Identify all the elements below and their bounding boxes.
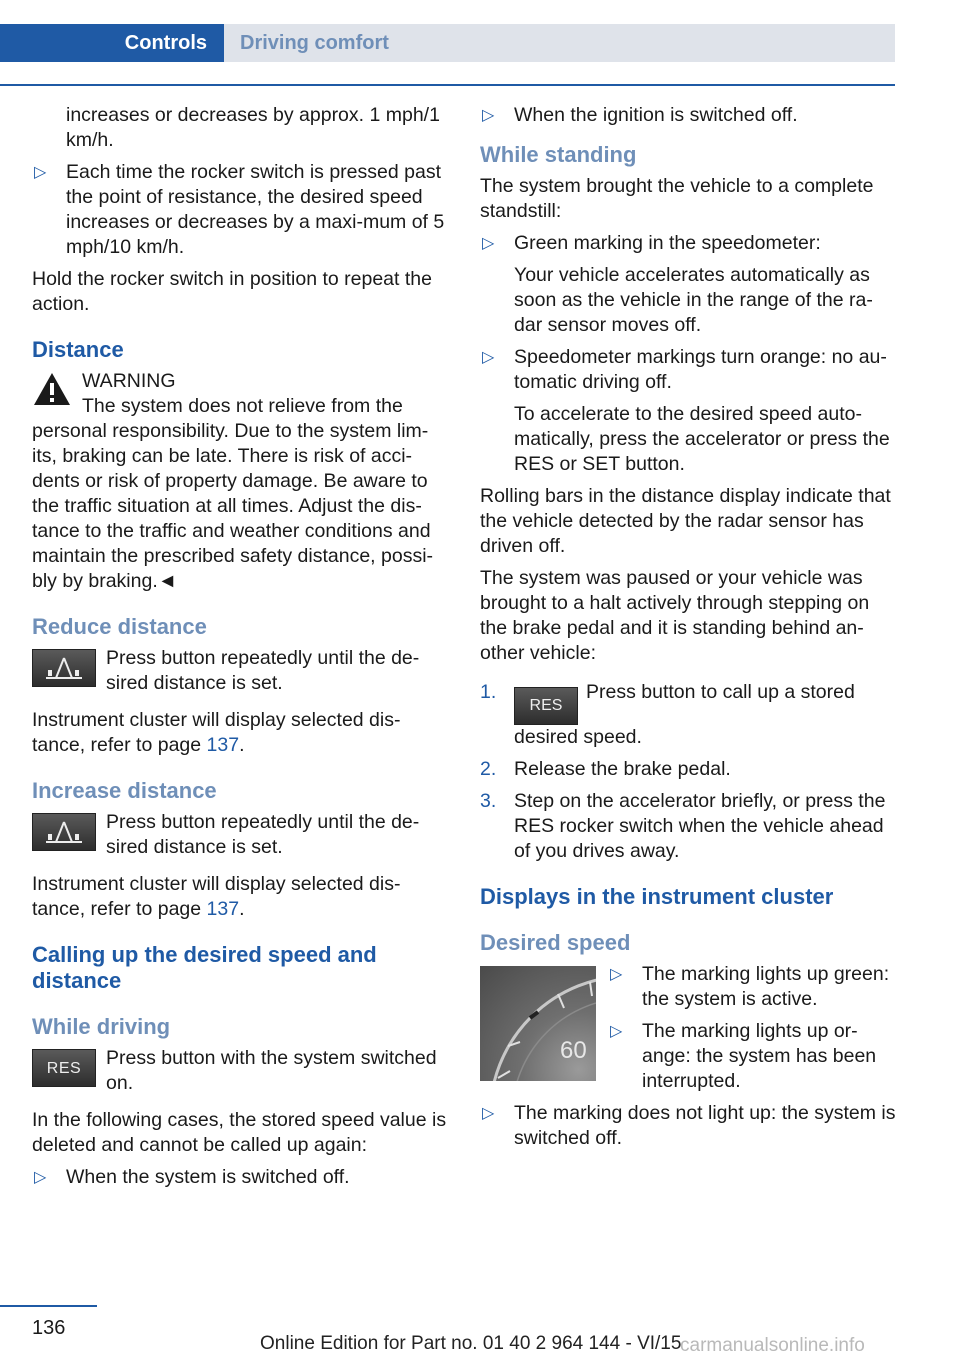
page-link-137[interactable]: 137 (206, 734, 240, 756)
paragraph-hold: Hold the rocker switch in position to repeat the action. (32, 268, 432, 315)
increase-distance-block (32, 810, 447, 860)
warning-block (32, 369, 447, 594)
bullet-triangle-icon: ▷ (482, 349, 495, 366)
list-item (608, 1019, 896, 1094)
footer-divider (0, 1305, 97, 1307)
list-item (32, 160, 447, 260)
gauge-number: 60 (560, 1036, 587, 1064)
list-item-text: Speedometer markings turn orange: no au-tomatic driving off. (514, 346, 887, 393)
distance-icon (42, 818, 86, 846)
while-driving-block (32, 1046, 447, 1096)
list-item (608, 962, 896, 1012)
list-item (480, 103, 896, 128)
page-header (0, 24, 895, 62)
bullet-triangle-icon: ▷ (610, 965, 623, 983)
bullet-triangle-icon: ▷ (482, 107, 495, 124)
warning-text (32, 394, 447, 594)
continued-line: increases or decreases by approx. 1 mph/1 km/h. (66, 104, 440, 151)
list-item-text: The marking lights up or-ange: the system has been interrupted. (642, 1019, 877, 1092)
paragraph-rolling: Rolling bars in the distance display indicate that the vehicle detected by the radar sensor has driven off. (480, 485, 891, 557)
list-item-text: When the system is switched off. (66, 1166, 350, 1188)
list-item-text: Green marking in the speedometer: (514, 232, 821, 254)
warning-label: WARNING (82, 370, 176, 392)
speedometer-photo (480, 966, 596, 1081)
step-number: 1. (480, 681, 497, 703)
left-column (32, 103, 447, 1197)
warning-triangle-icon (32, 371, 72, 407)
desired-speed-block (480, 962, 896, 1094)
list-item (480, 345, 896, 477)
section-tab-driving-comfort: Driving comfort (224, 24, 895, 62)
list-item (480, 1101, 896, 1151)
list-item-text: Each time the rocker switch is pressed past the point of resistance, the desired speed increases or decreases by a maxi-mum of 5 mph/10 km/h. (66, 161, 445, 258)
step-number: 3. (480, 789, 497, 812)
bullet-triangle-icon: ▷ (482, 1104, 495, 1122)
step-text: Press button to call up a stored desired speed. (514, 681, 855, 748)
heading-while-standing: While standing (480, 142, 637, 167)
step-number: 2. (480, 757, 497, 780)
res-button-icon: RES (514, 687, 578, 725)
numbered-item-3 (480, 789, 896, 864)
distance-increase-button-icon (32, 813, 96, 851)
paragraph-paused: The system was paused or your vehicle was brought to a halt actively through stepping on the brake pedal and it is standing behind an-other vehicle: (480, 567, 870, 664)
note-text: Instrument cluster will display selected dis-tance, refer to page (32, 873, 401, 920)
header-divider (0, 84, 895, 86)
numbered-item-2 (480, 757, 896, 782)
note-text: Instrument cluster will display selected dis-tance, refer to page (32, 709, 401, 756)
bullet-triangle-icon: ▷ (482, 235, 495, 252)
list-item (480, 231, 896, 338)
reduce-distance-text: Press button repeatedly until the de-sired distance is set. (106, 647, 420, 694)
page-link-137[interactable]: 137 (206, 898, 240, 920)
heading-distance: Distance (32, 337, 124, 362)
reduce-distance-note: Instrument cluster will display selected dis-tance, refer to page 137. (32, 709, 401, 756)
while-driving-text: Press button with the system switched on. (106, 1047, 437, 1094)
heading-reduce-distance: Reduce distance (32, 614, 207, 639)
bullet-triangle-icon: ▷ (610, 1022, 623, 1040)
list-item-subtext: Your vehicle accelerates automatically as soon as the vehicle in the range of the ra-dar sensor moves off. (514, 264, 873, 336)
res-button-icon (32, 1049, 96, 1087)
watermark: carmanualsonline.info (680, 1335, 865, 1356)
heading-desired-speed: Desired speed (480, 929, 631, 955)
list-item-subtext: To accelerate to the desired speed auto-matically, press the accelerator or press the RES or SET button. (514, 403, 890, 475)
increase-distance-text: Press button repeatedly until the de-sired distance is set. (106, 811, 420, 858)
heading-increase-distance: Increase distance (32, 778, 217, 803)
heading-displays: Displays in the instrument cluster (480, 883, 834, 909)
list-item (32, 1165, 447, 1190)
page-number: 136 (32, 1317, 66, 1339)
list-item-text: The marking does not light up: the system is switched off. (514, 1101, 896, 1149)
list-item-text: The marking lights up green: the system is active. (642, 962, 890, 1010)
reduce-distance-block (32, 646, 447, 696)
right-column (480, 103, 896, 1158)
increase-distance-note: Instrument cluster will display selected dis-tance, refer to page 137. (32, 873, 401, 920)
bullet-triangle-icon: ▷ (34, 164, 47, 181)
paragraph-cases: In the following cases, the stored speed value is deleted and cannot be called up again: (32, 1109, 447, 1156)
step-text: Release the brake pedal. (514, 757, 731, 780)
speedometer-gauge-icon (480, 966, 596, 1081)
edition-text: Online Edition for Part no. 01 40 2 964 144 - VI/15 (260, 1333, 682, 1354)
step-text: Step on the accelerator briefly, or press the RES rocker switch when the vehicle ahead of you drives away. (514, 789, 886, 862)
warning-body: The system does not relieve from the personal responsibility. Due to the system lim-its, braking can be late. There is risk of acci-dents or risk of property damage. Be aware to the traffic situation at all times. Adjust the dis-tance to the traffic and weather conditions and maintain the prescribed safety distance, possi-bly by braking.◄ (32, 395, 434, 592)
res-label: RES (46, 1059, 82, 1077)
heading-while-driving: While driving (32, 1014, 171, 1039)
paragraph-standing-intro: The system brought the vehicle to a complete standstill: (480, 175, 874, 222)
heading-calling-up: Calling up the desired speed and distance (32, 942, 377, 993)
numbered-item-1 (480, 680, 896, 750)
bullet-triangle-icon: ▷ (34, 1169, 47, 1186)
distance-reduce-button-icon (32, 649, 96, 687)
distance-icon (42, 654, 86, 682)
list-item-text: When the ignition is switched off. (514, 104, 798, 126)
section-tab-controls: Controls (0, 24, 224, 62)
